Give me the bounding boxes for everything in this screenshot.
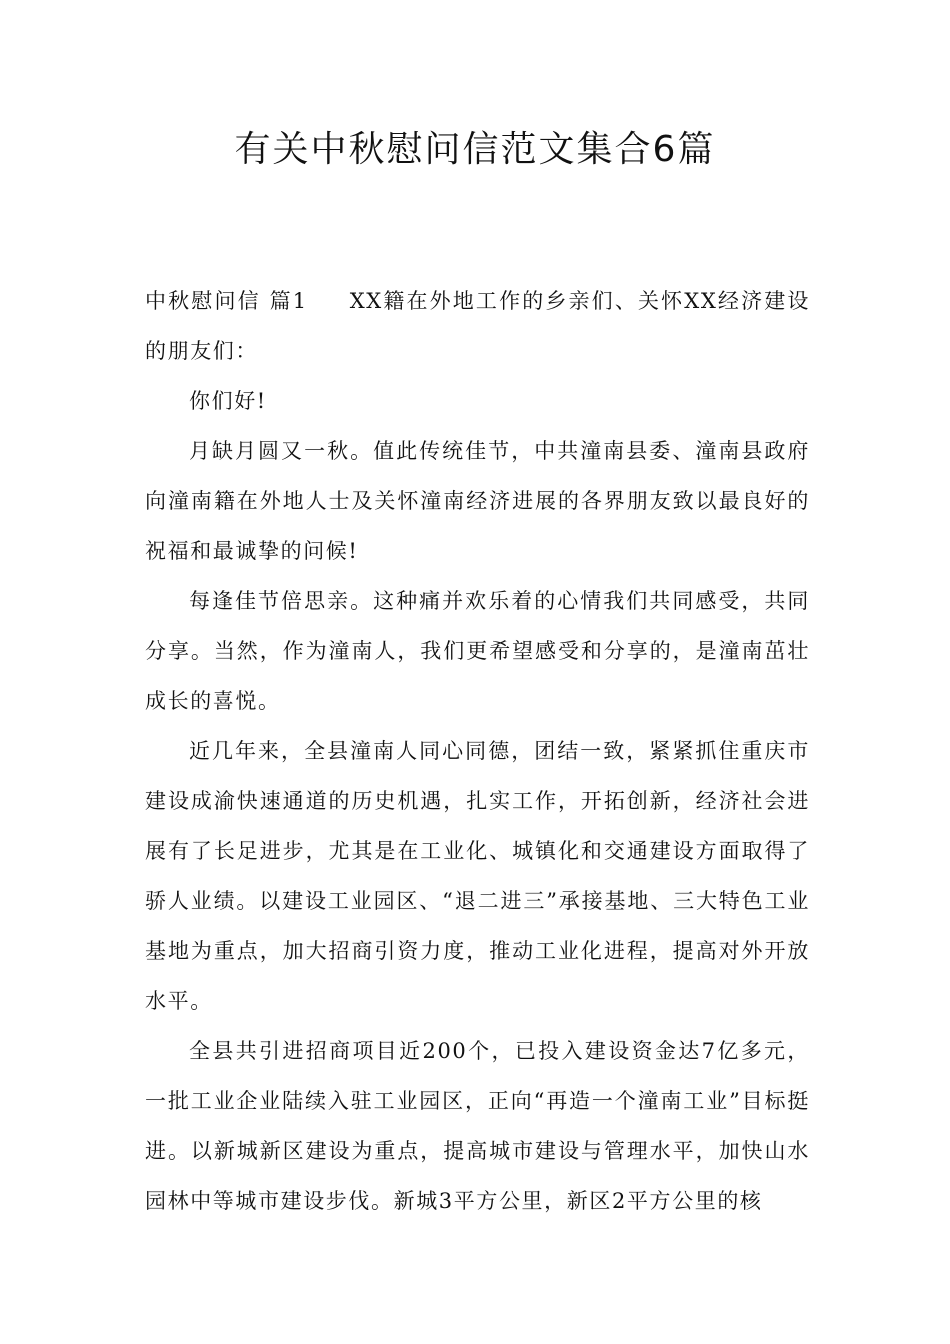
opening-line: [145, 276, 810, 376]
section-heading: 中秋慰问信 篇1: [145, 289, 308, 313]
paragraph: 月缺月圆又一秋。值此传统佳节，中共潼南县委、潼南县政府向潼南籍在外地人士及关怀潼南经济进展的各界朋友致以最良好的祝福和最诚挚的问候!: [145, 439, 810, 563]
salutation: XX籍在外地工作的乡亲们、关怀XX经济建设的朋友们：: [145, 289, 810, 363]
paragraph: 全县共引进招商项目近200个，已投入建设资金达7亿多元，一批工业企业陆续入驻工业园区，正向“再造一个潼南工业”目标挺进。以新城新区建设为重点，提高城市建设与管理水平，加快山水园林中等城市建设步伐。新城3平方公里，新区2平方公里的核: [145, 1039, 810, 1213]
document-title: 有关中秋慰问信范文集合6篇: [234, 129, 716, 170]
greeting: 你们好!: [189, 389, 267, 413]
paragraph: 每逢佳节倍思亲。这种痛并欢乐着的心情我们共同感受，共同分享。当然，作为潼南人，我们更希望感受和分享的，是潼南茁壮成长的喜悦。: [145, 589, 810, 713]
paragraph: 近几年来，全县潼南人同心同德，团结一致，紧紧抓住重庆市建设成渝快速通道的历史机遇，扎实工作，开拓创新，经济社会进展有了长足进步，尤其是在工业化、城镇化和交通建设方面取得了骄人业绩。以建设工业园区、“退二进三”承接基地、三大特色工业基地为重点，加大招商引资力度，推动工业化进程，提高对外开放水平。: [145, 739, 810, 1013]
document-body: [145, 276, 810, 1226]
